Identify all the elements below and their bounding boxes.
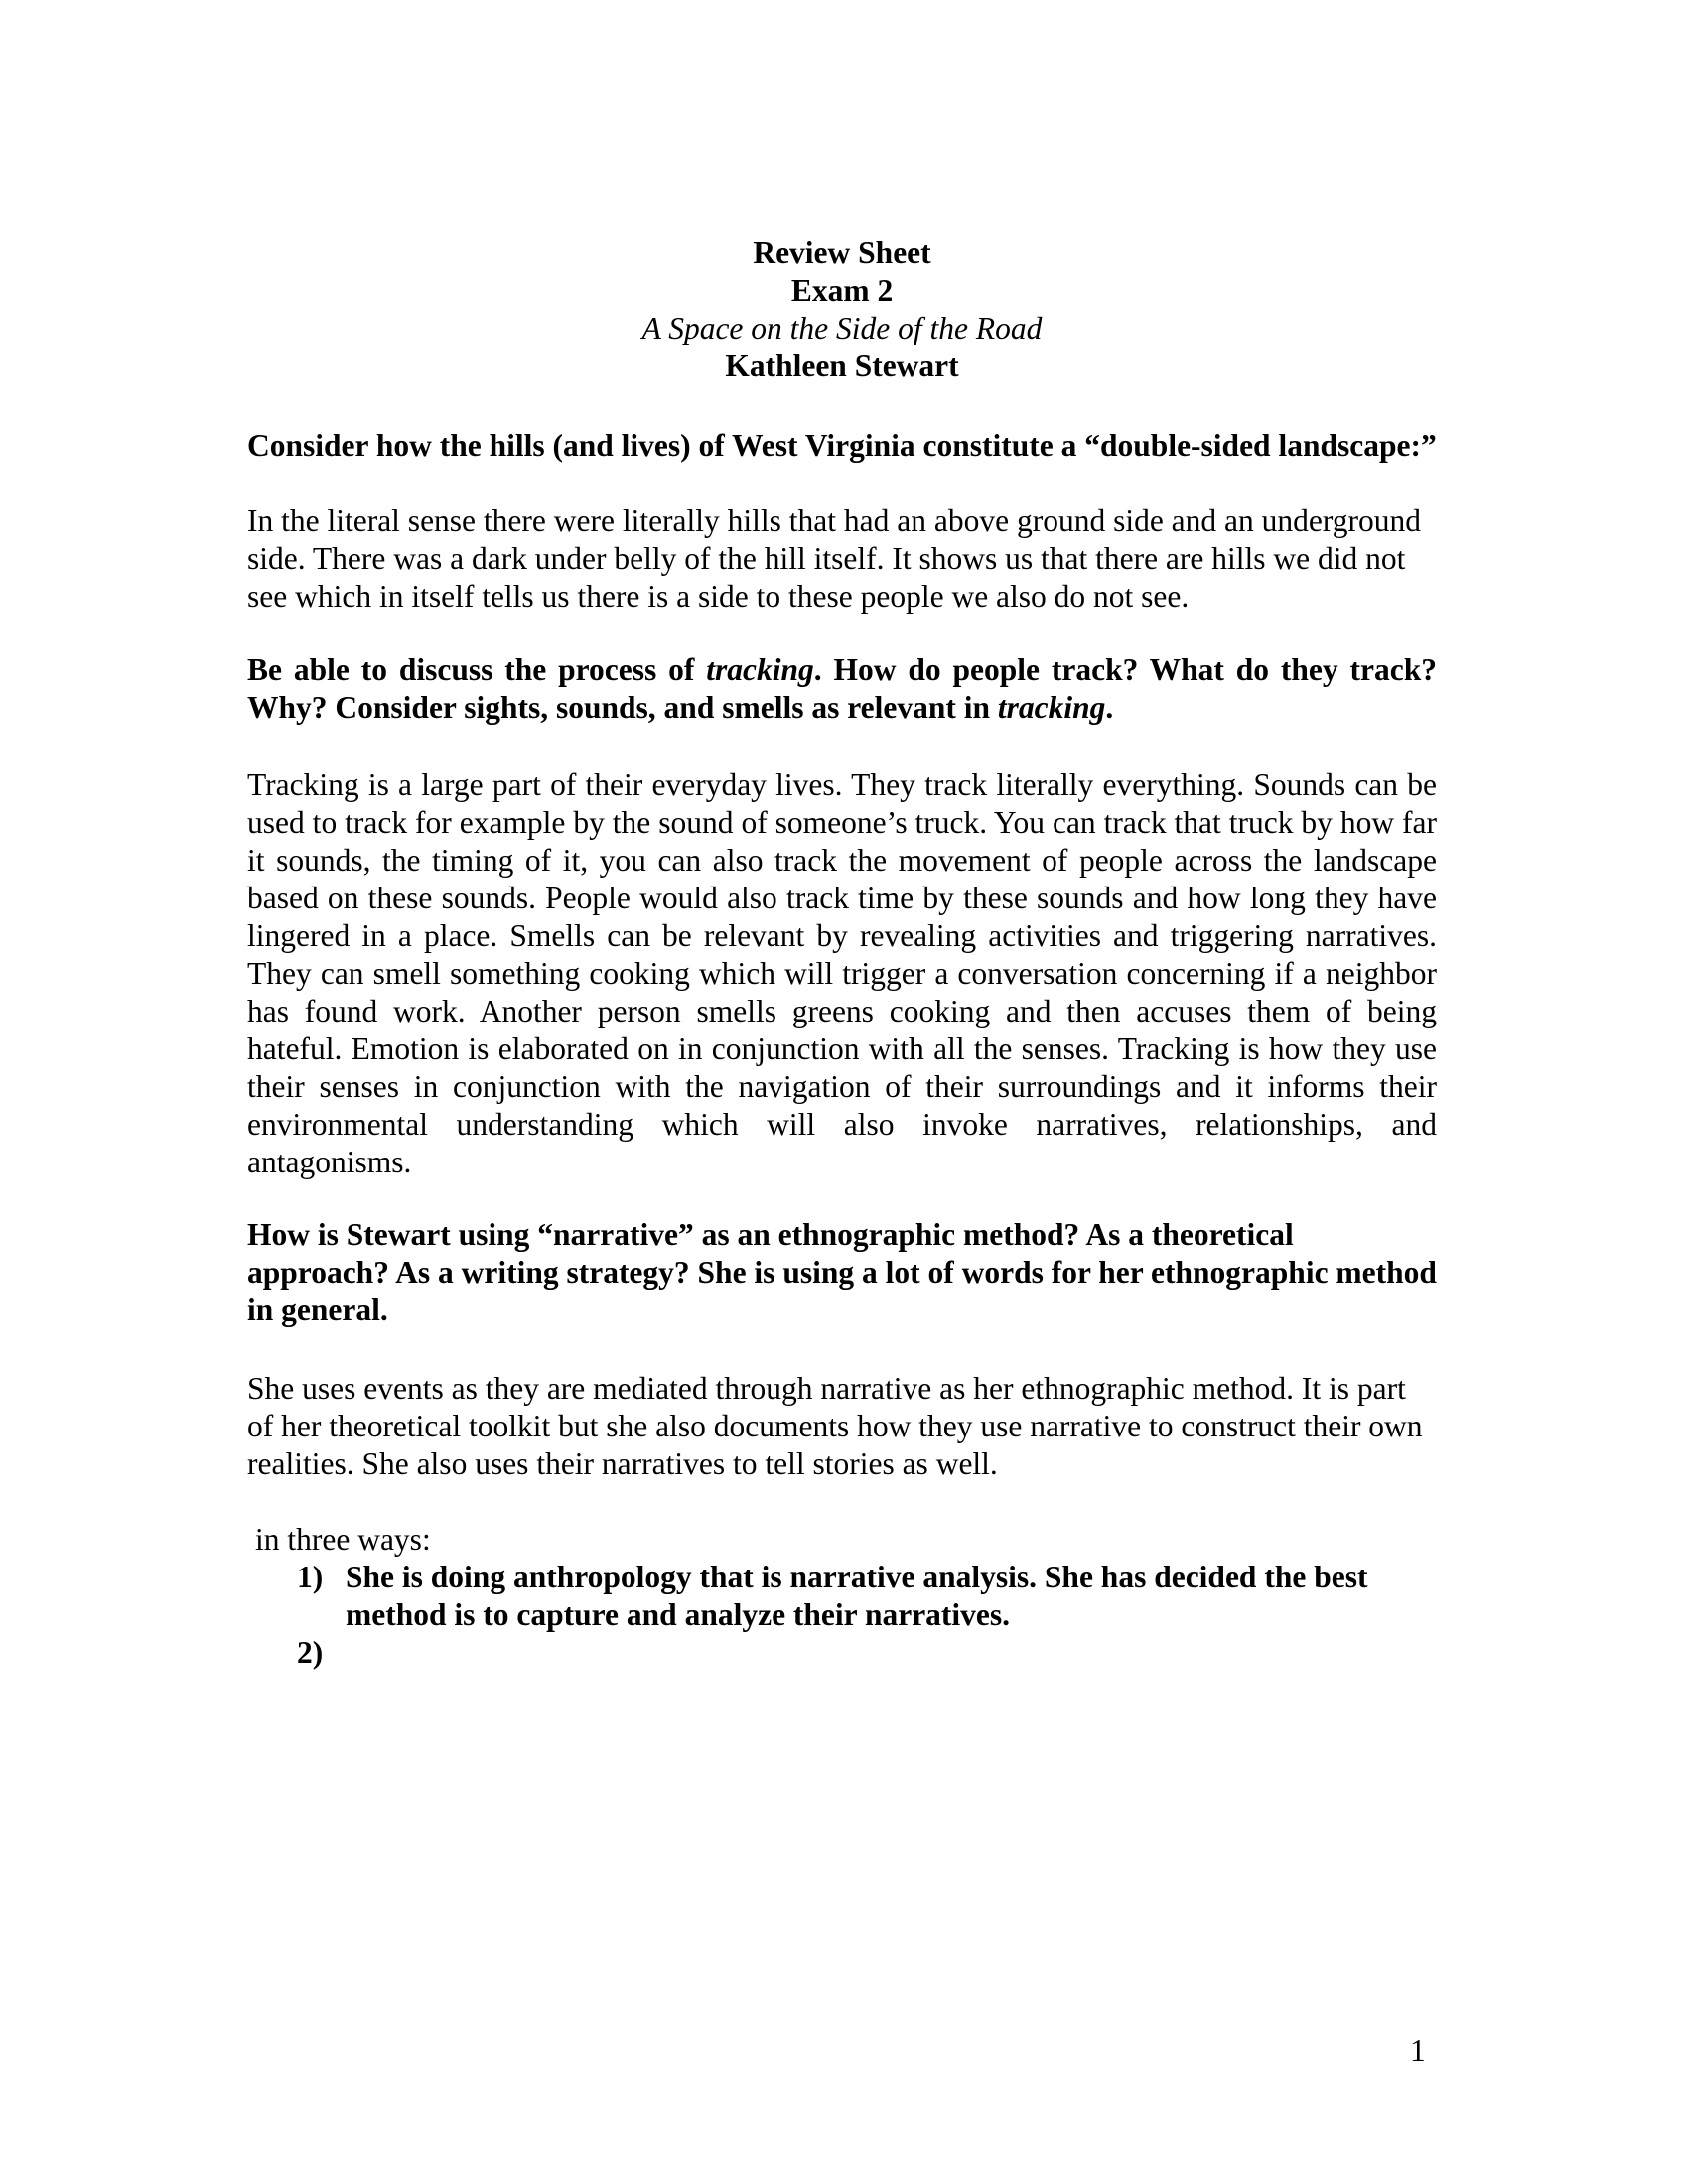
document-page [247, 234, 1437, 1672]
list-item-number: 1) [297, 1560, 324, 1594]
ways-intro: in three ways: [255, 1522, 431, 1557]
question-double-sided-landscape: Consider how the hills (and lives) of West Virginia constitute a “double-sided landscape:” [247, 428, 1437, 463]
document-header [247, 234, 1437, 385]
list-item [247, 1559, 1437, 1634]
header-title: Review Sheet [753, 235, 931, 270]
header-book-title: A Space on the Side of the Road [641, 311, 1043, 345]
question-tracking: Be able to discuss the process of tracking. How do people track? What do they track? Why? Consider sights, sounds, and smells as relevant in tracking. [247, 652, 1437, 725]
ways-list [247, 1559, 1437, 1672]
list-item-text [346, 1635, 353, 1670]
answer-double-sided-landscape: In the literal sense there were literally hills that had an above ground side and an underground side. There was a dark under belly of the hill itself. It shows us that there are hills we did not see which in itself tells us there is a side to these people we also do not see. [247, 503, 1422, 614]
list-item [247, 1634, 1437, 1672]
page-number: 1 [1410, 2033, 1426, 2068]
answer-narrative: She uses events as they are mediated through narrative as her ethnographic method. It is part of her theoretical toolkit but she also documents how they use narrative to construct their own realities. She also uses their narratives to tell stories as well. [247, 1371, 1423, 1481]
answer-tracking: Tracking is a large part of their everyday lives. They track literally everything. Sounds can be used to track for example by the sound of someone’s truck. You can track that truck by how far it sounds, the timing of it, you can also track the movement of people across the landscape based on these sounds. People would also track time by these sounds and how long they have lingered in a place. Smells can be relevant by revealing activities and triggering narratives. They can smell something cooking which will trigger a conversation concerning if a neighbor has found work. Another person smells greens cooking and then accuses them of being hateful. Emotion is elaborated on in conjunction with all the senses. Tracking is how they use their senses in conjunction with the navigation of their surroundings and it informs their environmental understanding which will also invoke narratives, relationships, and antagonisms. [247, 767, 1437, 1179]
list-item-number: 2) [297, 1635, 324, 1670]
question-narrative: How is Stewart using “narrative” as an ethnographic method? As a theoretical approach? As a writing strategy? She is using a lot of words for her ethnographic method in general. [247, 1217, 1437, 1327]
header-author: Kathleen Stewart [725, 348, 959, 383]
header-exam: Exam 2 [790, 273, 894, 308]
list-item-text: She is doing anthropology that is narrative analysis. She has decided the best method is to capture and analyze their narratives. [346, 1560, 1368, 1632]
